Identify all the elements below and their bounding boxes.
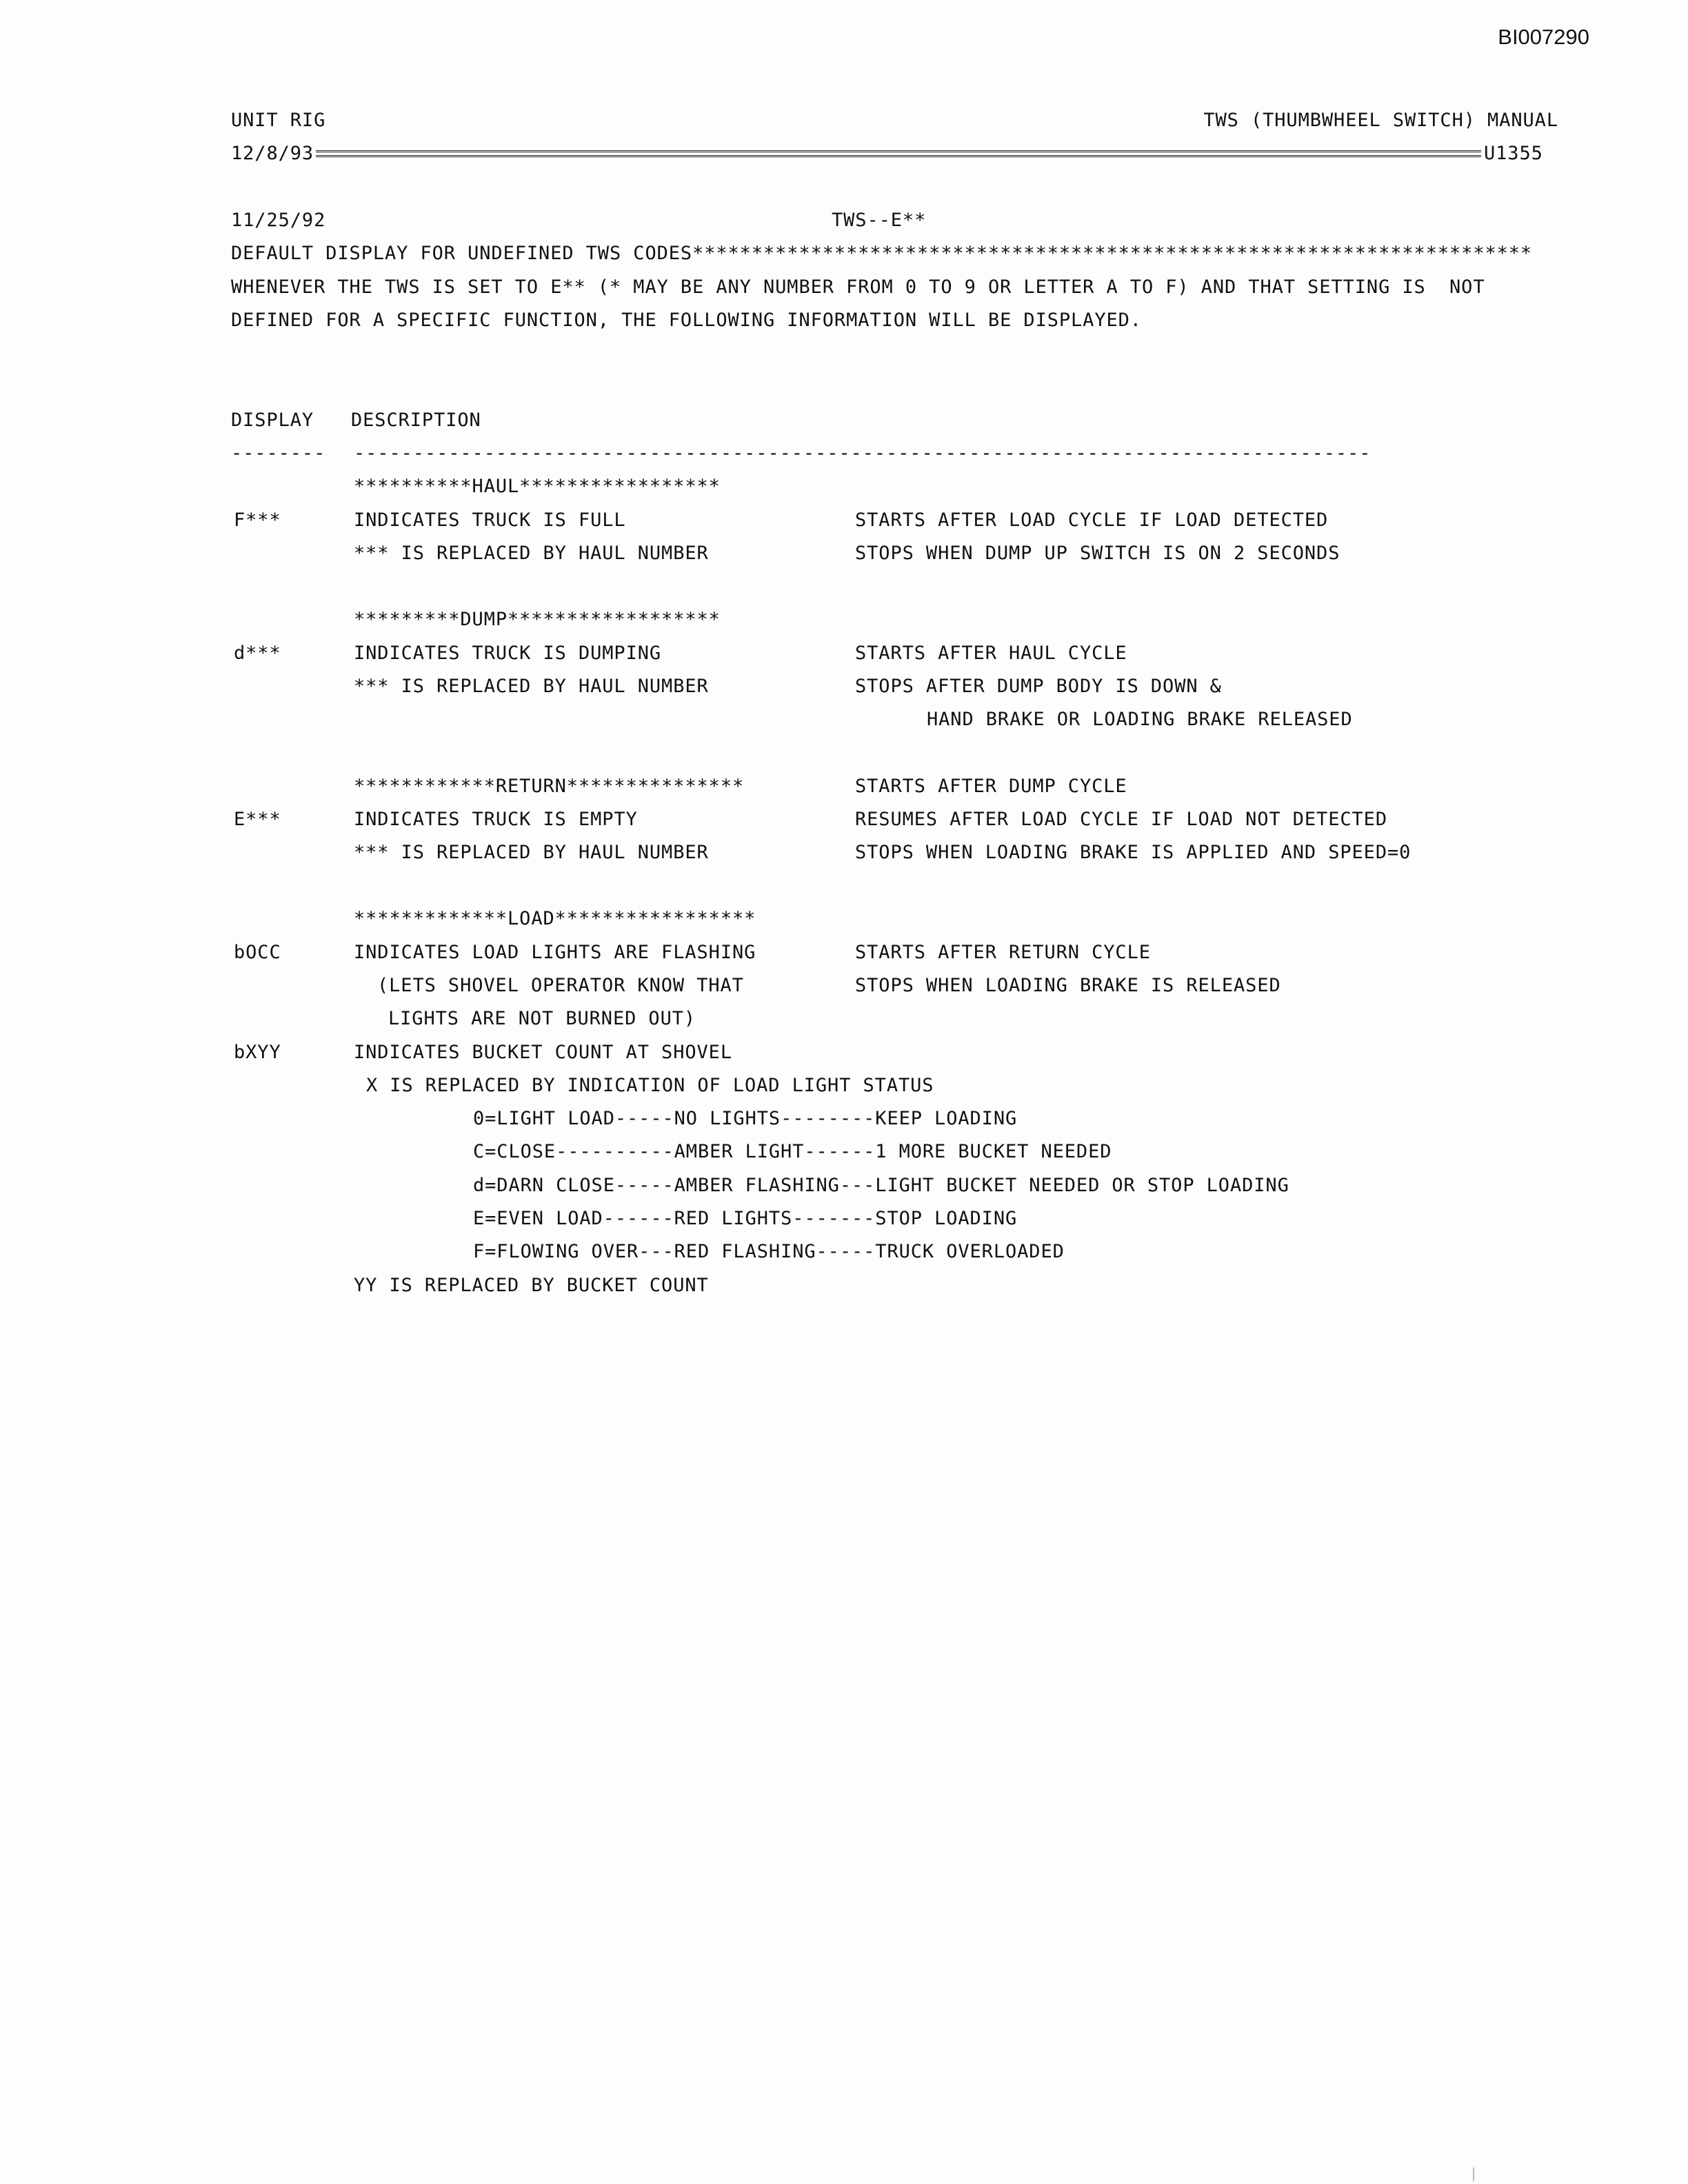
header-separator-rule — [316, 150, 1481, 157]
document-id: U1355 — [1484, 143, 1543, 164]
company-name: UNIT RIG — [231, 110, 326, 131]
status-line-even-load: E=EVEN LOAD------RED LIGHTS-------STOP LOADING — [473, 1208, 1018, 1229]
status-line-light-load: 0=LIGHT LOAD-----NO LIGHTS--------KEEP LOADING — [473, 1108, 1018, 1129]
load-note-1: STARTS AFTER RETURN CYCLE — [855, 942, 1151, 963]
yy-description: YY IS REPLACED BY BUCKET COUNT — [354, 1275, 709, 1296]
load-description-1: INDICATES LOAD LIGHTS ARE FLASHING — [354, 942, 756, 963]
return-note-start: STARTS AFTER DUMP CYCLE — [855, 776, 1127, 797]
return-description-1: INDICATES TRUCK IS EMPTY — [354, 809, 638, 830]
return-note-1: RESUMES AFTER LOAD CYCLE IF LOAD NOT DETECTED — [855, 809, 1387, 830]
dump-note-2: STOPS AFTER DUMP BODY IS DOWN & — [855, 676, 1222, 697]
return-display-code: E*** — [234, 809, 281, 830]
column-header-description: DESCRIPTION — [351, 410, 481, 431]
haul-description-1: INDICATES TRUCK IS FULL — [354, 509, 626, 531]
bates-number: BI007290 — [1498, 25, 1589, 49]
load-note-2: STOPS WHEN LOADING BRAKE IS RELEASED — [855, 975, 1281, 996]
dump-description-1: INDICATES TRUCK IS DUMPING — [354, 643, 662, 664]
column-header-display: DISPLAY — [231, 410, 314, 431]
dump-display-code: d*** — [234, 643, 281, 664]
dump-note-3: HAND BRAKE OR LOADING BRAKE RELEASED — [927, 709, 1353, 730]
haul-description-2: *** IS REPLACED BY HAUL NUMBER — [354, 543, 709, 564]
load-banner: *************LOAD***************** — [354, 908, 756, 929]
haul-banner: **********HAUL***************** — [354, 476, 721, 497]
entry-heading: DEFAULT DISPLAY FOR UNDEFINED TWS CODES*********************************************************************** — [231, 243, 1533, 264]
bucket-display-code: bXYY — [234, 1042, 281, 1063]
dump-banner: *********DUMP****************** — [354, 609, 721, 630]
description-column-rule: -------------------------------------------------------------------------------------- — [354, 443, 1372, 464]
intro-line-2: DEFINED FOR A SPECIFIC FUNCTION, THE FOLLOWING INFORMATION WILL BE DISPLAYED. — [231, 310, 1142, 331]
intro-line-1: WHENEVER THE TWS IS SET TO E** (* MAY BE ANY NUMBER FROM 0 TO 9 OR LETTER A TO F) AND THAT SETTING IS NOT — [231, 276, 1485, 298]
x-description: X IS REPLACED BY INDICATION OF LOAD LIGHT STATUS — [366, 1075, 934, 1096]
display-column-rule: -------- — [231, 443, 326, 464]
bucket-description: INDICATES BUCKET COUNT AT SHOVEL — [354, 1042, 732, 1063]
status-line-flowing-over: F=FLOWING OVER---RED FLASHING-----TRUCK OVERLOADED — [473, 1241, 1065, 1262]
return-banner: ************RETURN*************** — [354, 776, 745, 797]
dump-note-1: STARTS AFTER HAUL CYCLE — [855, 643, 1127, 664]
manual-title: TWS (THUMBWHEEL SWITCH) MANUAL — [1203, 110, 1558, 131]
entry-date: 11/25/92 — [231, 210, 326, 231]
status-line-close: C=CLOSE----------AMBER LIGHT------1 MORE BUCKET NEEDED — [473, 1141, 1112, 1162]
status-line-darn-close: d=DARN CLOSE-----AMBER FLASHING---LIGHT BUCKET NEEDED OR STOP LOADING — [473, 1175, 1289, 1196]
return-note-2: STOPS WHEN LOADING BRAKE IS APPLIED AND SPEED=0 — [855, 842, 1411, 863]
tws-code: TWS--E** — [832, 210, 927, 231]
haul-note-1: STARTS AFTER LOAD CYCLE IF LOAD DETECTED — [855, 509, 1329, 531]
load-description-2: (LETS SHOVEL OPERATOR KNOW THAT — [377, 975, 744, 996]
dump-description-2: *** IS REPLACED BY HAUL NUMBER — [354, 676, 709, 697]
haul-display-code: F*** — [234, 509, 281, 531]
load-description-3: LIGHTS ARE NOT BURNED OUT) — [388, 1008, 696, 1029]
print-date: 12/8/93 — [231, 143, 314, 164]
return-description-2: *** IS REPLACED BY HAUL NUMBER — [354, 842, 709, 863]
scan-edge-mark — [1473, 2167, 1474, 2181]
haul-note-2: STOPS WHEN DUMP UP SWITCH IS ON 2 SECONDS — [855, 543, 1340, 564]
load-display-code: bOCC — [234, 942, 281, 963]
